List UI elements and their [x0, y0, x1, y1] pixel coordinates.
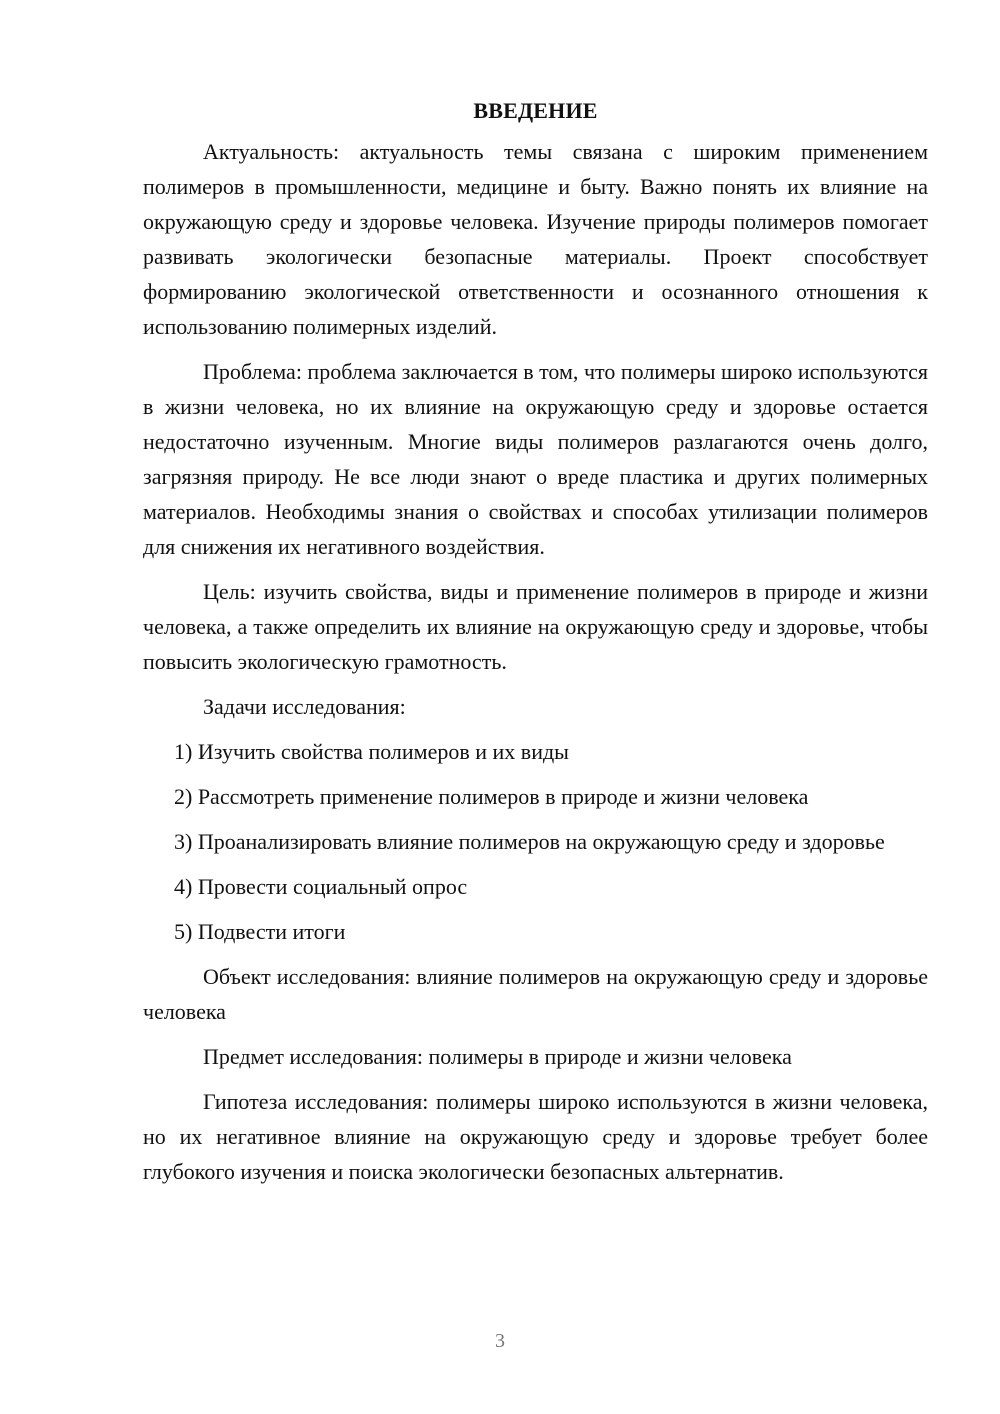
object-paragraph: Объект исследования: влияние полимеров на окружающую среду и здоровье человека — [143, 964, 928, 1024]
document-page — [143, 92, 928, 1199]
task-item: 5) Подвести итоги — [174, 919, 346, 944]
page-number: 3 — [495, 1330, 505, 1352]
subject-paragraph: Предмет исследования: полимеры в природе и жизни человека — [203, 1044, 792, 1069]
tasks-list — [143, 734, 928, 949]
goal-paragraph: Цель: изучить свойства, виды и применение полимеров в природе и жизни человека, а также определить их влияние на окружающую среду и здоровье, чтобы повысить экологическую грамотность. — [143, 579, 928, 674]
page-title: ВВЕДЕНИЕ — [473, 98, 598, 123]
hypothesis-paragraph: Гипотеза исследования: полимеры широко используются в жизни человека, но их негативное влияние на окружающую среду и здоровье требует более глубокого изучения и поиска экологически безопасных альтернатив. — [143, 1089, 928, 1184]
problem-paragraph: Проблема: проблема заключается в том, что полимеры широко используются в жизни человека, но их влияние на окружающую среду и здоровье остается недостаточно изученным. Многие виды полимеров разлагаются очень долго, загрязняя природу. Не все люди знают о вреде пластика и других полимерных материалов. Необходимы знания о свойствах и способах утилизации полимеров для снижения их негативного воздействия. — [143, 359, 928, 559]
tasks-heading: Задачи исследования: — [203, 694, 406, 719]
task-item: 2) Рассмотреть применение полимеров в природе и жизни человека — [174, 784, 809, 809]
relevance-paragraph: Актуальность: актуальность темы связана с широким применением полимеров в промышленности, медицине и быту. Важно понять их влияние на окружающую среду и здоровье человека. Изучение природы полимеров помогает развивать экологически безопасные материалы. Проект способствует формированию экологической ответственности и осознанного отношения к использованию полимерных изделий. — [143, 139, 928, 339]
task-item: 3) Проанализировать влияние полимеров на окружающую среду и здоровье — [174, 829, 885, 854]
task-item: 4) Провести социальный опрос — [174, 874, 468, 899]
task-item: 1) Изучить свойства полимеров и их виды — [174, 739, 569, 764]
